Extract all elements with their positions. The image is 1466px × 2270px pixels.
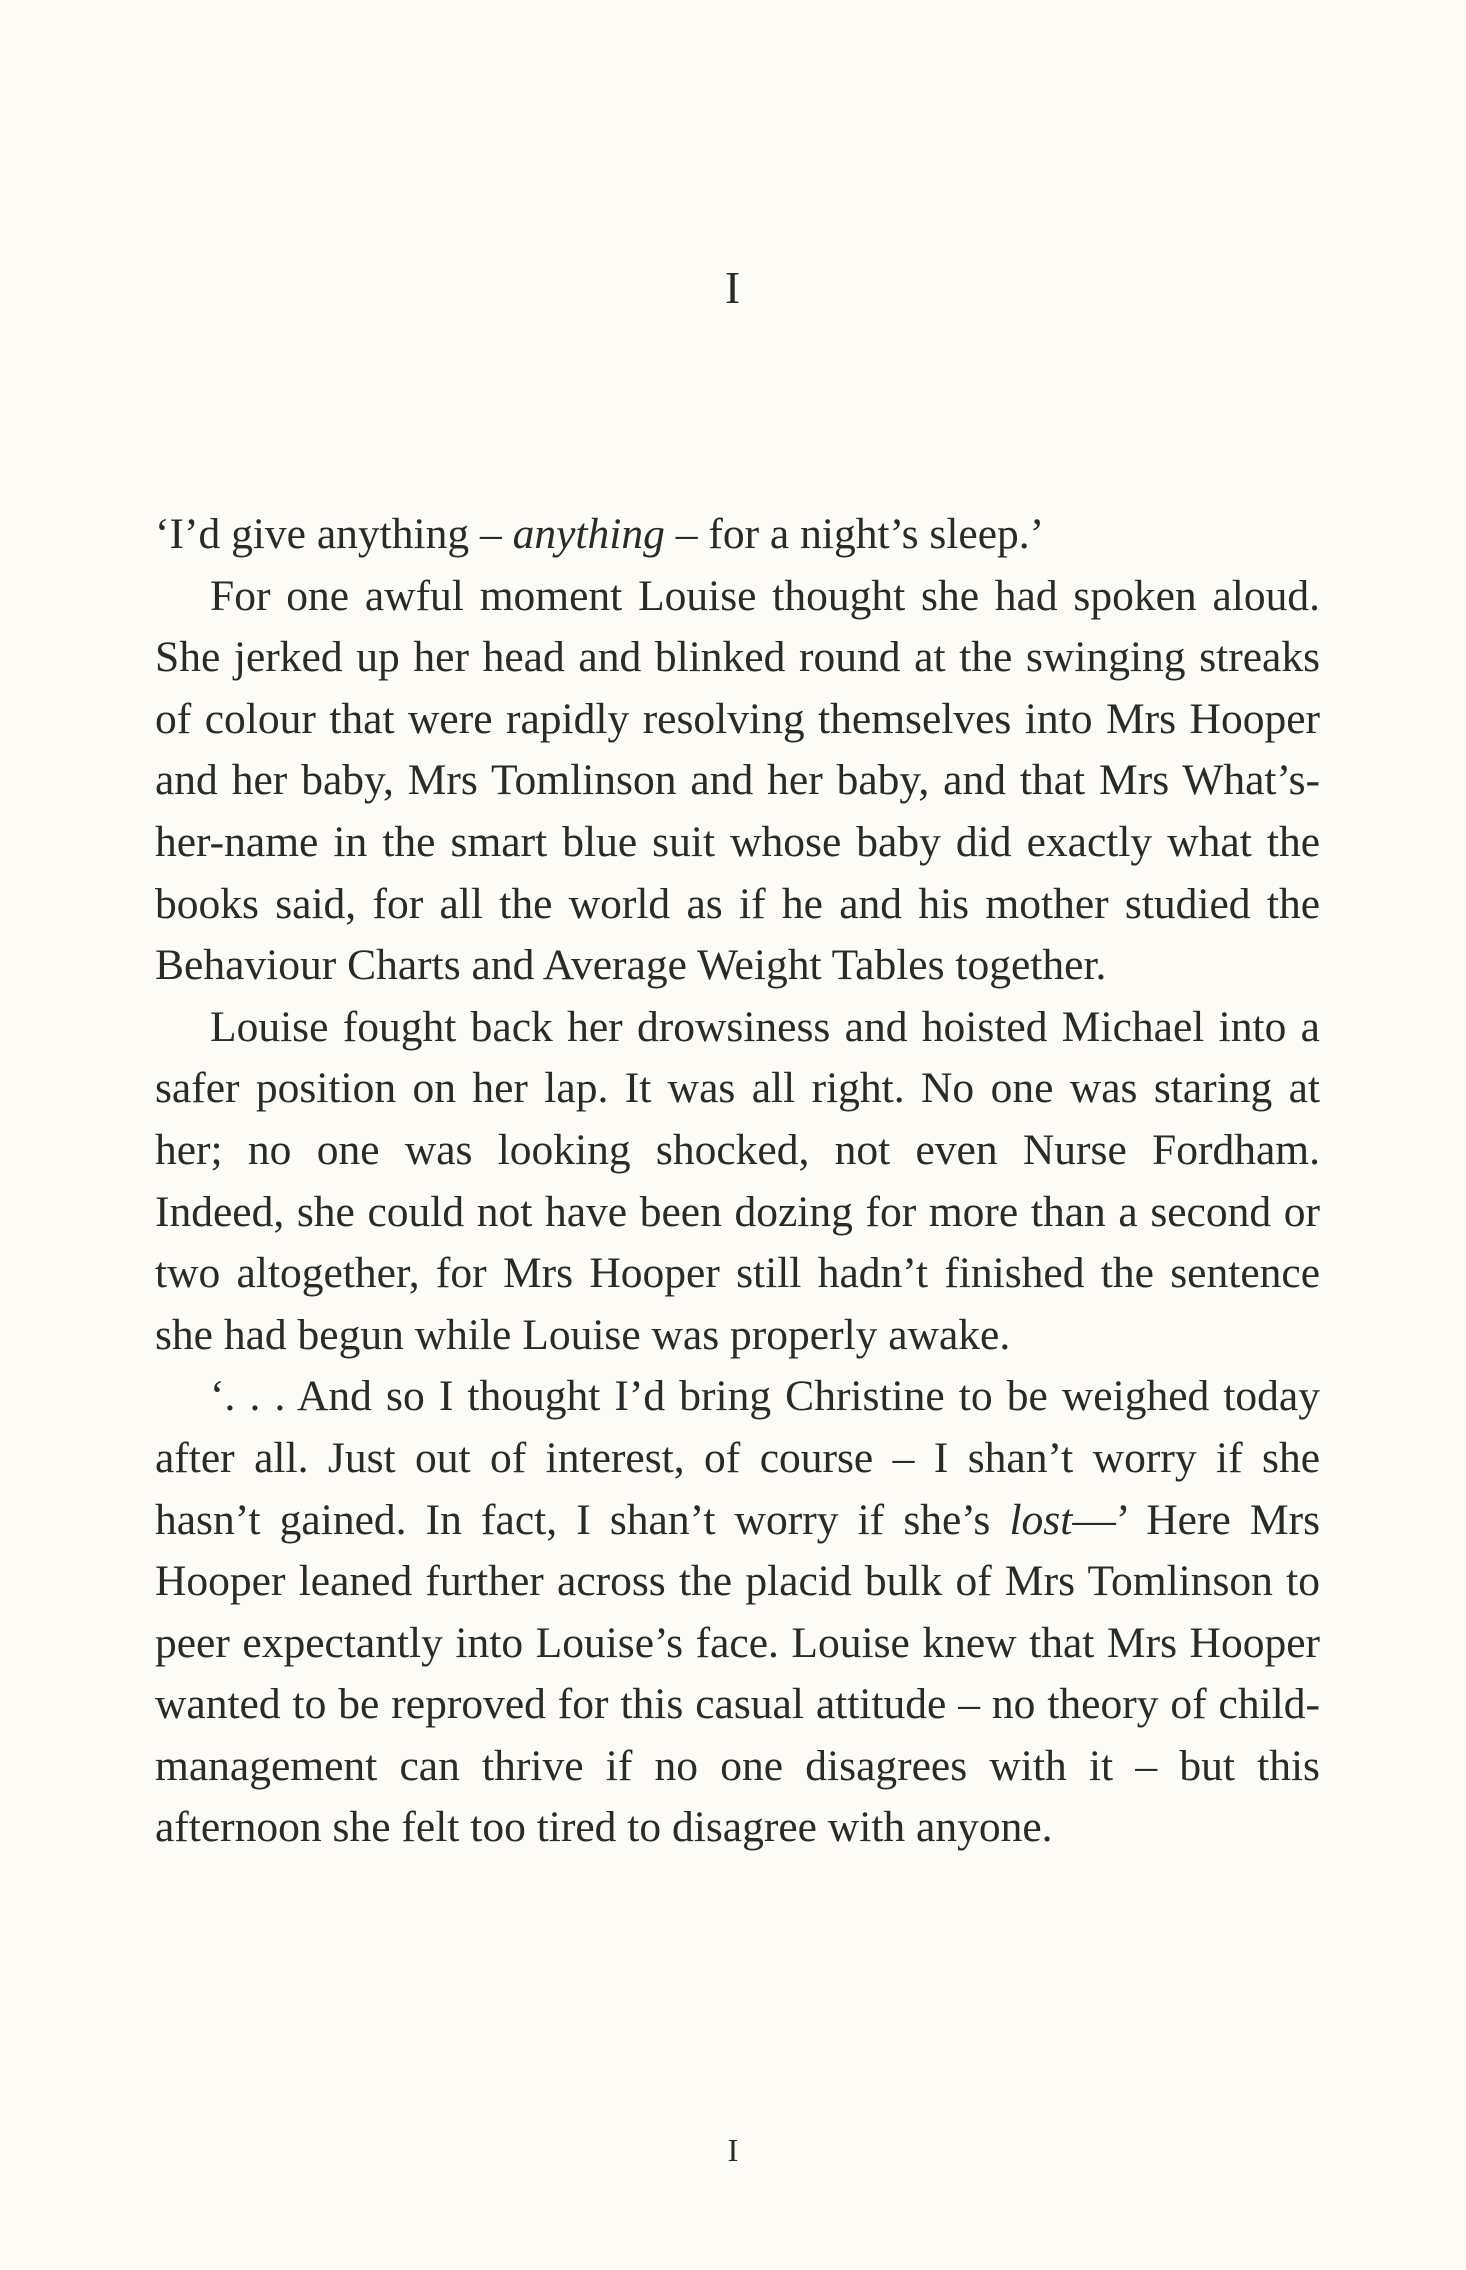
text-run: Louise fought back her drowsiness and hoisted Michael into a safer position on her lap. It was all right. No one was staring at her; no one was looking shocked, not even Nurse Fordham. Indeed, she could not have been dozing for more than a second or two altogether, for Mrs Hooper still hadn’t finished the sentence she had begun while Louise was properly awake. (155, 1002, 1320, 1359)
chapter-number: I (724, 262, 742, 313)
paragraph (155, 504, 1320, 566)
text-run: – for a night’s sleep.’ (664, 510, 1045, 558)
paragraph (155, 1366, 1320, 1859)
paragraph (155, 566, 1320, 997)
page-number: I (727, 2132, 739, 2168)
text-run: ‘I’d give anything – (155, 510, 513, 558)
body-text (155, 504, 1320, 1859)
text-run: ‘. . . And so I thought I’d bring Christine to be weighed today after all. Just out of interest, of course – I shan’t worry if she hasn’t gained. In fact, I shan’t worry if she’s (155, 1372, 1320, 1544)
italic-text-run: anything (512, 510, 665, 558)
italic-text-run: lost (1009, 1495, 1073, 1544)
text-run: For one awful moment Louise thought she had spoken aloud. She jerked up her head and blinked round at the swinging streaks of colour that were rapidly resolving themselves into Mrs Hooper and her baby, Mrs Tomlinson and her baby, and that Mrs What’s-her-name in the smart blue suit whose baby did exactly what the books said, for all the world as if he and his mother studied the Behaviour Charts and Average Weight Tables together. (155, 571, 1320, 990)
text-run: —’ Here Mrs Hooper leaned further across the placid bulk of Mrs Tomlinson to peer expectantly into Louise’s face. Louise knew that Mrs Hooper wanted to be reproved for this casual attitude – no theory of child-management can thrive if no one disagrees with it – but this afternoon she felt too tired to disagree with anyone. (155, 1495, 1320, 1852)
paragraph (155, 997, 1320, 1367)
